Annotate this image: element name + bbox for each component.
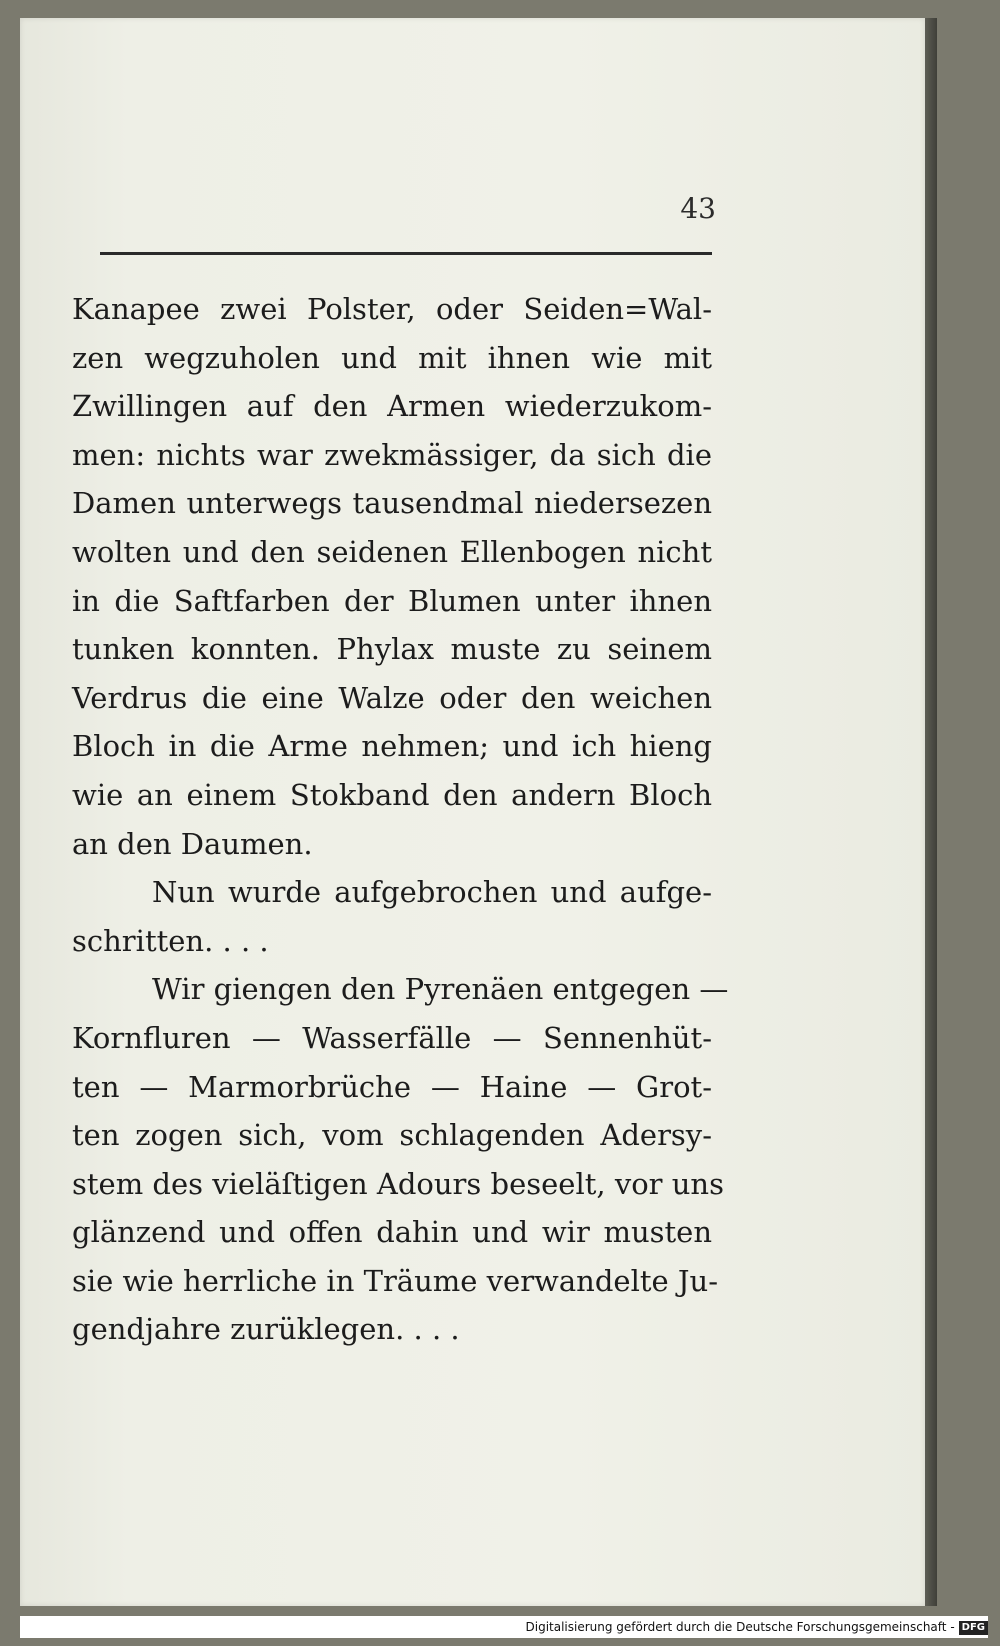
text-line: men: nichts war zwekmässiger, da sich die	[72, 437, 712, 472]
page-number: 43	[680, 192, 716, 225]
text-line: Damen unterwegs tausendmal niedersezen	[72, 486, 712, 521]
text-line: ten — Marmorbrüche — Haine — Grot-	[72, 1069, 712, 1104]
text-line: zen wegzuholen und mit ihnen wie mit	[72, 340, 712, 375]
text-line: ten zogen sich, vom schlagenden Adersy-	[72, 1118, 712, 1153]
credit-text: Digitalisierung gefördert durch die Deutsche Forschungsgemeinschaft -	[525, 1620, 955, 1634]
text-line: an den Daumen.	[72, 826, 313, 861]
text-line: Kanapee zwei Polster, oder Seiden=Wal-	[72, 292, 712, 326]
text-line: schritten. . . .	[72, 923, 269, 958]
text-line: Verdrus die eine Walze oder den weichen	[72, 680, 712, 715]
header-rule	[100, 252, 712, 255]
text-line: tunken konnten. Phylax muste zu seinem	[72, 632, 712, 667]
text-line: glänzend und offen dahin und wir musten	[72, 1215, 712, 1250]
text-line: stem des vieläſtigen Adours beseelt, vor uns	[72, 1166, 724, 1201]
text-line: Kornfluren — Wasserfälle — Sennenhüt-	[72, 1020, 712, 1055]
text-line: wie an einem Stokband den andern Bloch	[72, 777, 712, 812]
text-line: Wir giengen den Pyrenäen entgegen —	[152, 972, 729, 1007]
dfg-logo: DFG	[959, 1621, 988, 1635]
text-line: Zwillingen auf den Armen wiederzukom-	[72, 389, 712, 424]
digitization-credit	[20, 1616, 988, 1638]
book-edge	[925, 18, 937, 1606]
text-line: gendjahre zurüklegen. . . .	[72, 1312, 460, 1347]
text-line: wolten und den seidenen Ellenbogen nicht	[72, 534, 712, 569]
text-line: Bloch in die Arme nehmen; und ich hieng	[72, 729, 712, 764]
text-line: Nun wurde aufgebrochen und aufge-	[152, 875, 712, 910]
body-text	[72, 285, 729, 1354]
text-line: sie wie herrliche in Träume verwandelte Ju-	[72, 1263, 718, 1298]
text-line: in die Saftfarben der Blumen unter ihnen	[72, 583, 712, 618]
